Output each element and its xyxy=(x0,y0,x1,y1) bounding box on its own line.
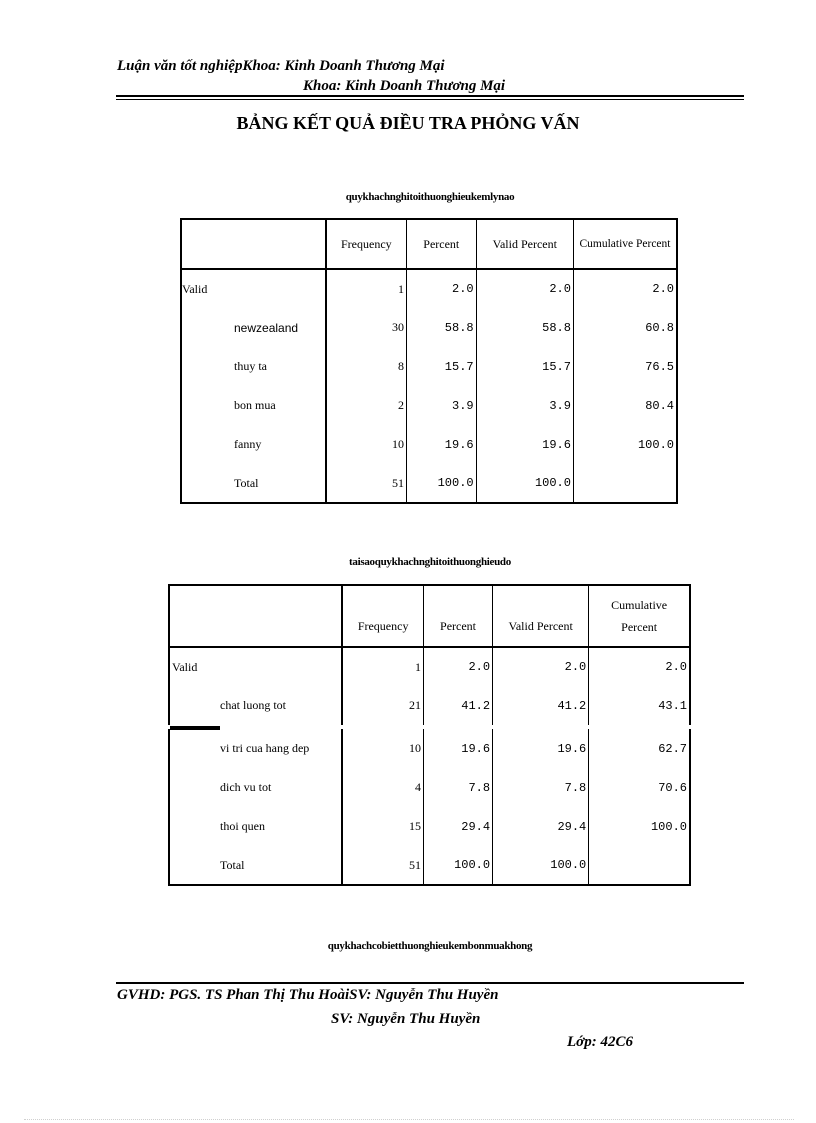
table-row-total xyxy=(169,846,690,885)
cell-percent: 29.4 xyxy=(423,807,492,846)
cell-valid-percent: 15.7 xyxy=(476,347,573,386)
cell-frequency: 51 xyxy=(391,475,404,490)
table-row xyxy=(169,768,690,807)
cell-percent: 41.2 xyxy=(423,686,492,727)
cell-percent: 2.0 xyxy=(406,269,476,308)
row-label: thuy ta xyxy=(181,347,326,386)
cell-frequency: 51 xyxy=(408,857,421,872)
cell-frequency: 2 xyxy=(397,398,404,412)
header-corner xyxy=(169,585,342,647)
cell-frequency: 10 xyxy=(391,437,404,451)
header-line-1: Luận văn tốt nghiệpKhoa: Kinh Doanh Thương Mại xyxy=(117,58,445,74)
frequency-table-2 xyxy=(168,584,691,886)
cell-valid-percent: 41.2 xyxy=(493,686,589,727)
cell-cumulative-percent xyxy=(573,464,677,503)
cell-percent: 19.6 xyxy=(423,727,492,768)
table-row xyxy=(169,727,690,768)
cell-cumulative-percent: 62.7 xyxy=(589,727,690,768)
row-label: fanny xyxy=(181,425,326,464)
col-percent: Percent xyxy=(406,219,476,269)
cell-frequency: 1 xyxy=(397,281,404,296)
cell-frequency: 15 xyxy=(408,819,421,833)
row-label: Total xyxy=(169,846,342,885)
cell-frequency: 4 xyxy=(414,780,421,794)
cell-frequency: 21 xyxy=(408,698,421,712)
cell-percent: 100.0 xyxy=(423,846,492,885)
cell-valid-percent: 29.4 xyxy=(493,807,589,846)
col-percent: Percent xyxy=(423,585,492,647)
row-label: thoi quen xyxy=(169,807,342,846)
cell-cumulative-percent: 100.0 xyxy=(589,807,690,846)
table-header-row xyxy=(181,219,677,269)
row-label: chat luong tot xyxy=(169,686,342,727)
cell-percent: 2.0 xyxy=(423,647,492,686)
section-divider-mark xyxy=(170,726,220,730)
table-row xyxy=(181,269,677,308)
footer-line-1: GVHD: PGS. TS Phan Thị Thu HoàiSV: Nguyễn Thu Huyền xyxy=(117,987,499,1003)
col-valid-percent: Valid Percent xyxy=(493,585,589,647)
row-label: dich vu tot xyxy=(169,768,342,807)
table-header-row xyxy=(169,585,690,647)
cell-cumulative-percent xyxy=(589,846,690,885)
col-cumulative-percent: Cumulative Percent xyxy=(589,585,690,647)
cell-cumulative-percent: 70.6 xyxy=(589,768,690,807)
table-row xyxy=(169,686,690,727)
table-1-caption: quykhachnghitoithuonghieukemlynao xyxy=(345,191,515,203)
col-valid-percent: Valid Percent xyxy=(476,219,573,269)
cell-percent: 58.8 xyxy=(406,308,476,347)
table-row xyxy=(181,386,677,425)
cell-cumulative-percent: 43.1 xyxy=(589,686,690,727)
row-label xyxy=(169,727,342,768)
col-frequency: Frequency xyxy=(326,219,407,269)
table-row xyxy=(181,425,677,464)
table-row xyxy=(181,308,677,347)
table-row xyxy=(169,807,690,846)
cell-valid-percent: 2.0 xyxy=(493,647,589,686)
col-frequency: Frequency xyxy=(342,585,423,647)
cell-valid-percent: 2.0 xyxy=(476,269,573,308)
cell-frequency: 10 xyxy=(408,741,421,755)
cell-cumulative-percent: 80.4 xyxy=(573,386,677,425)
header-line-2: Khoa: Kinh Doanh Thương Mại xyxy=(303,78,506,94)
cell-valid-percent: 100.0 xyxy=(493,846,589,885)
cell-frequency: 8 xyxy=(397,359,404,373)
cell-valid-percent: 7.8 xyxy=(493,768,589,807)
group-label-valid: Valid xyxy=(182,281,208,296)
cell-valid-percent: 3.9 xyxy=(476,386,573,425)
cell-valid-percent: 19.6 xyxy=(476,425,573,464)
cell-cumulative-percent: 100.0 xyxy=(573,425,677,464)
page-title: BẢNG KẾT QUẢ ĐIỀU TRA PHỎNG VẤN xyxy=(236,113,580,133)
cell-percent: 100.0 xyxy=(406,464,476,503)
table-row xyxy=(181,347,677,386)
row-label: newzealand xyxy=(181,308,326,347)
col-cumulative-percent: Cumulative Percent xyxy=(573,219,677,269)
footer-rule xyxy=(116,982,744,984)
header-corner xyxy=(181,219,326,269)
cell-cumulative-percent: 2.0 xyxy=(589,647,690,686)
cell-percent: 15.7 xyxy=(406,347,476,386)
cell-cumulative-percent: 76.5 xyxy=(573,347,677,386)
table-row xyxy=(169,647,690,686)
cell-percent: 7.8 xyxy=(423,768,492,807)
table-2-caption: taisaoquykhachnghitoithuonghieudo xyxy=(349,556,511,568)
cell-percent: 3.9 xyxy=(406,386,476,425)
cell-valid-percent: 19.6 xyxy=(493,727,589,768)
cell-percent: 19.6 xyxy=(406,425,476,464)
group-label-valid: Valid xyxy=(172,659,198,674)
cell-cumulative-percent: 2.0 xyxy=(573,269,677,308)
footer-line-2: SV: Nguyễn Thu Huyền xyxy=(331,1011,481,1027)
row-label: bon mua xyxy=(181,386,326,425)
footer-class: Lớp: 42C6 xyxy=(567,1034,633,1050)
table-row-total xyxy=(181,464,677,503)
row-label: Total xyxy=(181,464,326,503)
cell-valid-percent: 58.8 xyxy=(476,308,573,347)
header-rule-thin xyxy=(116,99,744,100)
row-label-text: vi tri cua hang dep xyxy=(220,741,310,755)
page-edge-dotted-line xyxy=(24,1119,794,1120)
table-3-caption: quykhachcobietthuonghieukembonmuakhong xyxy=(327,940,533,952)
cell-valid-percent: 100.0 xyxy=(476,464,573,503)
cell-frequency: 30 xyxy=(391,320,404,334)
cell-cumulative-percent: 60.8 xyxy=(573,308,677,347)
frequency-table-1 xyxy=(180,218,678,504)
cell-frequency: 1 xyxy=(414,659,421,674)
header-rule xyxy=(116,95,744,97)
